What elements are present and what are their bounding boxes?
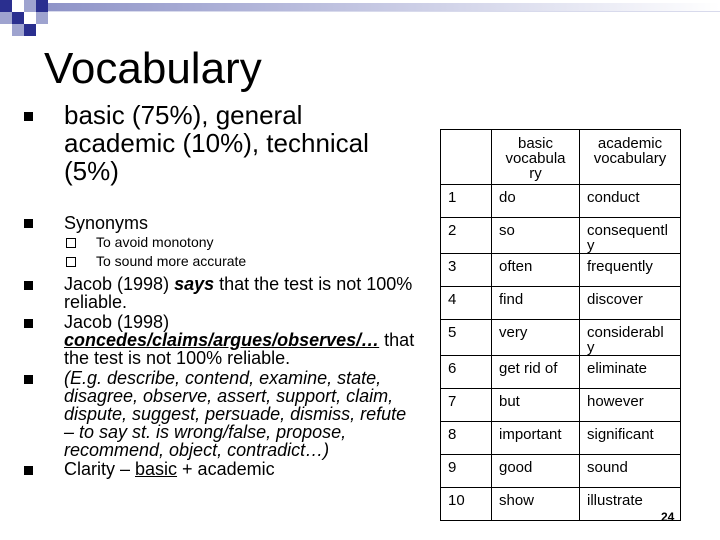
bullet-text — [64, 275, 412, 293]
bullet-text-part: that the test is not 100% — [214, 274, 413, 294]
bullet-text: reliable. — [64, 292, 128, 312]
bullet-text — [64, 331, 414, 349]
bullet-text-emphasis: concedes/claims/argues/observes/… — [64, 330, 380, 350]
bullet-text: (5%) — [64, 156, 119, 186]
bullet-marker — [24, 112, 33, 121]
row-basic-word: but — [492, 389, 580, 422]
table-row — [441, 185, 681, 218]
row-number: 2 — [441, 218, 492, 254]
bullet-marker — [24, 466, 33, 475]
row-basic-word: so — [492, 218, 580, 254]
bullet-text: Synonyms — [64, 213, 149, 233]
bullet-text: basic (75%), general — [64, 100, 303, 130]
academic-word-line: y — [587, 237, 595, 254]
row-number: 4 — [441, 287, 492, 320]
table-header-cell — [441, 130, 492, 185]
academic-word-line: conduct — [587, 189, 640, 206]
academic-word-line: discover — [587, 291, 643, 308]
slide-title: Vocabulary — [44, 44, 262, 93]
row-academic-word — [580, 422, 681, 455]
page-number: 24 — [661, 510, 675, 524]
row-basic-word: find — [492, 287, 580, 320]
row-basic-word: important — [492, 422, 580, 455]
table-row — [441, 422, 681, 455]
academic-word-line: illustrate — [587, 492, 643, 509]
row-number: 3 — [441, 254, 492, 287]
table-row — [441, 488, 681, 521]
academic-word-line: significant — [587, 426, 654, 443]
row-number: 1 — [441, 185, 492, 218]
bullet-text: recommend, object, contradict…) — [64, 440, 330, 460]
row-academic-word — [580, 455, 681, 488]
header-basic-line: ry — [529, 165, 542, 182]
header-basic-line: vocabula — [505, 150, 566, 167]
row-number: 6 — [441, 356, 492, 389]
sub-bullet-marker — [66, 238, 76, 248]
table-header-row — [441, 130, 681, 185]
bullet-text-part: Clarity – — [64, 459, 136, 479]
row-academic-word — [580, 389, 681, 422]
sub-bullet-marker — [66, 257, 76, 267]
vocabulary-table — [440, 129, 681, 521]
table-row — [441, 320, 681, 356]
row-number: 9 — [441, 455, 492, 488]
table-header-cell — [492, 130, 580, 185]
academic-word-line: consequentl — [587, 222, 668, 239]
academic-word-line: frequently — [587, 258, 653, 275]
row-academic-word — [580, 356, 681, 389]
row-academic-word — [580, 287, 681, 320]
row-basic-word: often — [492, 254, 580, 287]
row-number: 8 — [441, 422, 492, 455]
academic-word-line: however — [587, 393, 644, 410]
sub-bullet-text: To sound more accurate — [96, 253, 247, 269]
row-basic-word: very — [492, 320, 580, 356]
bullet-text: the test is not 100% reliable. — [64, 348, 291, 368]
row-basic-word: show — [492, 488, 580, 521]
bullet-text: disagree, observe, assert, support, claim, — [64, 386, 394, 406]
bullet-text-part: + academic — [177, 459, 275, 479]
academic-word-line: eliminate — [587, 360, 648, 377]
bullet-text: – to say st. is wrong/false, propose, — [64, 422, 347, 442]
header-basic-line: basic — [517, 135, 554, 152]
bullet-marker — [24, 281, 33, 290]
bullet-text-emphasis: basic — [135, 459, 178, 479]
bullet-marker — [24, 219, 33, 228]
bullet-text — [64, 460, 275, 478]
bullet-text-emphasis: says — [174, 274, 215, 294]
table-row — [441, 455, 681, 488]
sub-bullet-text: To avoid monotony — [96, 234, 214, 250]
row-number: 7 — [441, 389, 492, 422]
row-academic-word — [580, 218, 681, 254]
bullet-text: Jacob (1998) — [64, 312, 170, 332]
row-basic-word: good — [492, 455, 580, 488]
academic-word-line: y — [587, 339, 595, 356]
header-academic-line: academic — [597, 135, 663, 152]
academic-word-line: sound — [587, 459, 628, 476]
table-row — [441, 254, 681, 287]
row-number: 5 — [441, 320, 492, 356]
bullet-text: (E.g. describe, contend, examine, state, — [64, 368, 382, 388]
row-academic-word — [580, 185, 681, 218]
bullet-text: dispute, suggest, persuade, dismiss, refute — [64, 404, 407, 424]
academic-word-line: considerabl — [587, 324, 664, 341]
table-row — [441, 218, 681, 254]
row-basic-word: do — [492, 185, 580, 218]
table-row — [441, 389, 681, 422]
header-decoration — [0, 0, 720, 40]
bullet-marker — [24, 319, 33, 328]
table-row — [441, 356, 681, 389]
header-academic-line: vocabulary — [593, 150, 667, 167]
bullet-text-part: Jacob (1998) — [64, 274, 175, 294]
table-header-cell — [580, 130, 681, 185]
bullet-text: academic (10%), technical — [64, 128, 369, 158]
row-academic-word — [580, 320, 681, 356]
row-number: 10 — [441, 488, 492, 521]
bullet-text-part: that — [379, 330, 415, 350]
row-basic-word: get rid of — [492, 356, 580, 389]
bullet-marker — [24, 375, 33, 384]
table-row — [441, 287, 681, 320]
row-academic-word — [580, 254, 681, 287]
